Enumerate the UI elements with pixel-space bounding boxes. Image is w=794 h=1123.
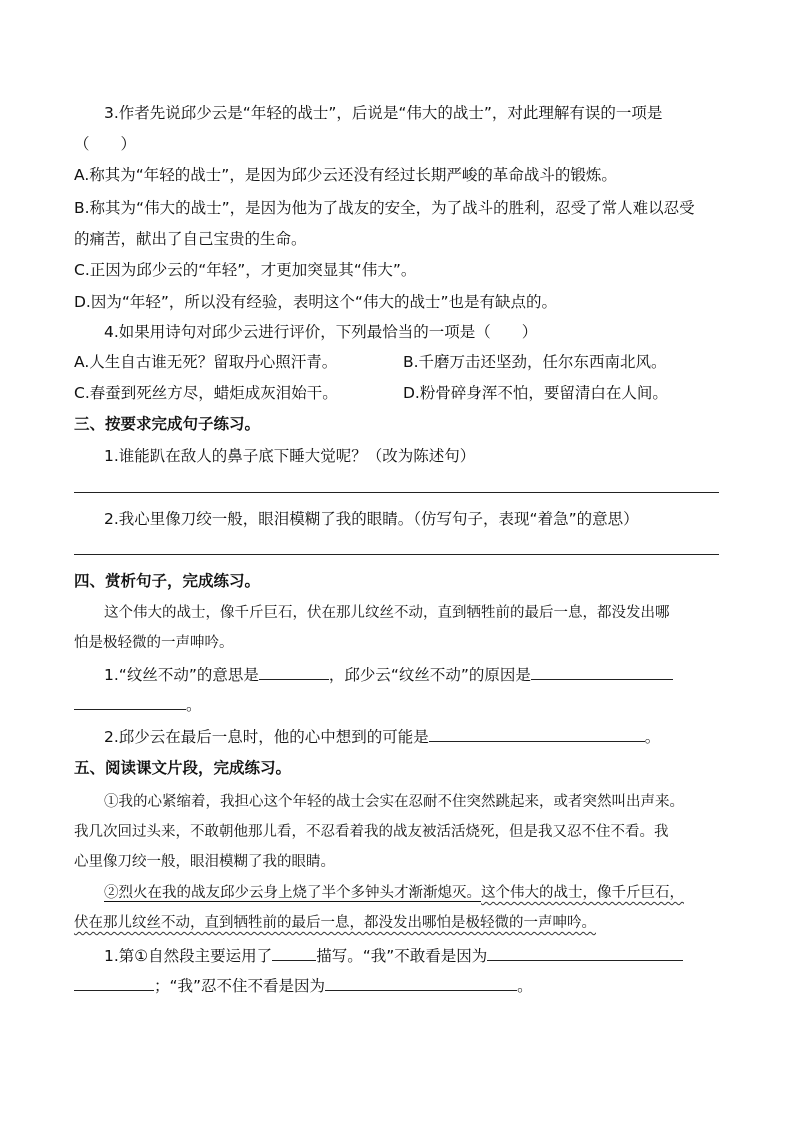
section5-q1 [104, 945, 683, 966]
section5-q1-continuation [74, 975, 533, 996]
section5-heading: 五、阅读课文片段，完成练习。 [74, 759, 292, 777]
section4-q1-blank2[interactable] [531, 664, 673, 680]
section4-q1-end: 。 [186, 696, 202, 714]
q4-option-b: B.千磨万击还坚劲，任尔东西南北风。 [403, 353, 667, 371]
section5-q1-text-c: ；“我”忍不住不看是因为 [154, 977, 326, 995]
section4-passage-line2: 怕是极轻微的一声呻吟。 [74, 635, 234, 651]
section4-q2 [104, 726, 660, 747]
section5-q1-end: 。 [517, 977, 533, 995]
section4-heading: 四、赏析句子，完成练习。 [74, 572, 261, 590]
section4-q1-text-b: ，邱少云“纹丝不动”的原因是 [328, 666, 531, 684]
q4-option-c: C.春蚕到死丝方尽，蜡炬成灰泪始干。 [74, 384, 338, 402]
q3-stem: 3.作者先说邱少云是“年轻的战士”，后说是“伟大的战士”，对此理解有误的一项是 [104, 104, 663, 122]
section5-q1-text-b: 描写。“我”不敢看是因为 [316, 947, 488, 965]
section3-q1: 1.谁能趴在敌人的鼻子底下睡大觉呢？（改为陈述句） [104, 447, 476, 465]
q4-option-d: D.粉骨碎身浑不怕，要留清白在人间。 [403, 384, 668, 402]
section5-q1-blank3[interactable] [74, 975, 154, 991]
section5-q1-blank2[interactable] [487, 945, 683, 961]
section5-q1-blank4[interactable] [325, 975, 517, 991]
section3-q1-answer-line[interactable] [74, 492, 719, 493]
section3-q2-answer-line[interactable] [74, 554, 719, 555]
q3-option-b-line2: 的痛苦，献出了自己宝贵的生命。 [74, 230, 307, 248]
section5-para1-line3: 心里像刀绞一般，眼泪模糊了我的眼睛。 [74, 854, 335, 870]
section5-q1-text-a: 1.第①自然段主要运用了 [104, 947, 273, 965]
section5-para2-line1 [104, 883, 684, 903]
q4-stem: 4.如果用诗句对邱少云进行评价，下列最恰当的一项是（ ） [104, 323, 538, 341]
section4-q2-text: 2.邱少云在最后一息时，他的心中想到的可能是 [104, 728, 429, 746]
section5-para2-wavy-underlined-b: 伏在那儿纹丝不动，直到牺牲前的最后一息，都没发出哪怕是极轻微的一声呻吟。 [74, 915, 596, 931]
section5-para2-line2 [74, 913, 596, 933]
section4-q1-blank3[interactable] [74, 694, 186, 710]
section5-para2-solid-underlined: ②烈火在我的战友邱少云身上烧了半个多钟头才渐渐熄灭。 [104, 885, 481, 901]
section4-q1 [104, 664, 673, 685]
q3-option-d: D.因为“年轻”，所以没有经验，表明这个“伟大的战士”也是有缺点的。 [74, 293, 557, 311]
section5-para1-line1: ①我的心紧缩着，我担心这个年轻的战士会实在忍耐不住突然跳起来，或者突然叫出声来。 [104, 794, 684, 810]
section4-q2-end: 。 [644, 728, 661, 746]
section4-q2-blank[interactable] [429, 726, 645, 742]
section5-para1-line2: 我几次回过头来，不敢朝他那儿看，不忍看着我的战友被活活烧死，但是我又忍不住不看。我 [74, 824, 669, 840]
q4-option-a: A.人生自古谁无死？留取丹心照汗青。 [74, 353, 338, 371]
q3-option-c: C.正因为邱少云的“年轻”，才更加突显其“伟大”。 [74, 261, 417, 279]
section4-q1-continuation [74, 694, 202, 715]
q3-option-b-line1: B.称其为“伟大的战士”，是因为他为了战友的安全，为了战斗的胜利，忍受了常人难以忍受 [74, 199, 695, 217]
section3-heading: 三、按要求完成句子练习。 [74, 415, 261, 433]
section5-para2-wavy-underlined-a: 这个伟大的战士，像千斤巨石， [481, 885, 684, 901]
section4-q1-text-a: 1.“纹丝不动”的意思是 [104, 666, 259, 684]
section4-q1-blank1[interactable] [259, 664, 329, 680]
q3-answer-paren: （ ） [74, 135, 137, 153]
section4-passage-line1: 这个伟大的战士，像千斤巨石，伏在那儿纹丝不动，直到牺牲前的最后一息，都没发出哪 [104, 605, 670, 621]
section3-q2: 2.我心里像刀绞一般，眼泪模糊了我的眼睛。（仿写句子，表现“着急”的意思） [104, 510, 639, 528]
section5-q1-blank1[interactable] [272, 945, 316, 961]
q3-option-a: A.称其为“年轻的战士”，是因为邱少云还没有经过长期严峻的革命战斗的锻炼。 [74, 166, 617, 184]
